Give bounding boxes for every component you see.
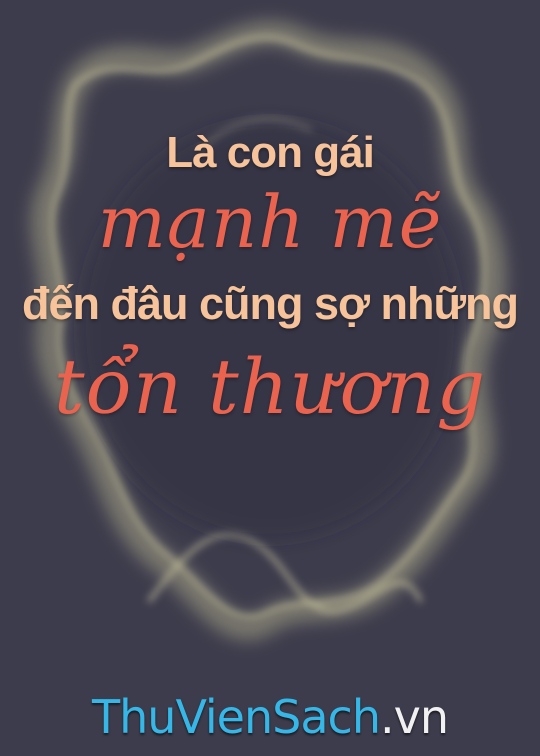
brand-part-thu: Thu: [92, 690, 176, 744]
brand-part-domain: .vn: [379, 690, 448, 744]
cover-title-line-3: đến đâu cũng sợ những: [21, 278, 519, 329]
cover-title-line-1: Là con gái: [166, 128, 374, 177]
cover-title-line-2: mạnh mẽ: [97, 180, 443, 264]
cover-title-line-4: tổn thương: [54, 342, 486, 431]
brand-logo: [0, 690, 540, 744]
brand-part-sach: Sach: [272, 690, 380, 744]
brand-part-vien: Vien: [175, 690, 273, 744]
